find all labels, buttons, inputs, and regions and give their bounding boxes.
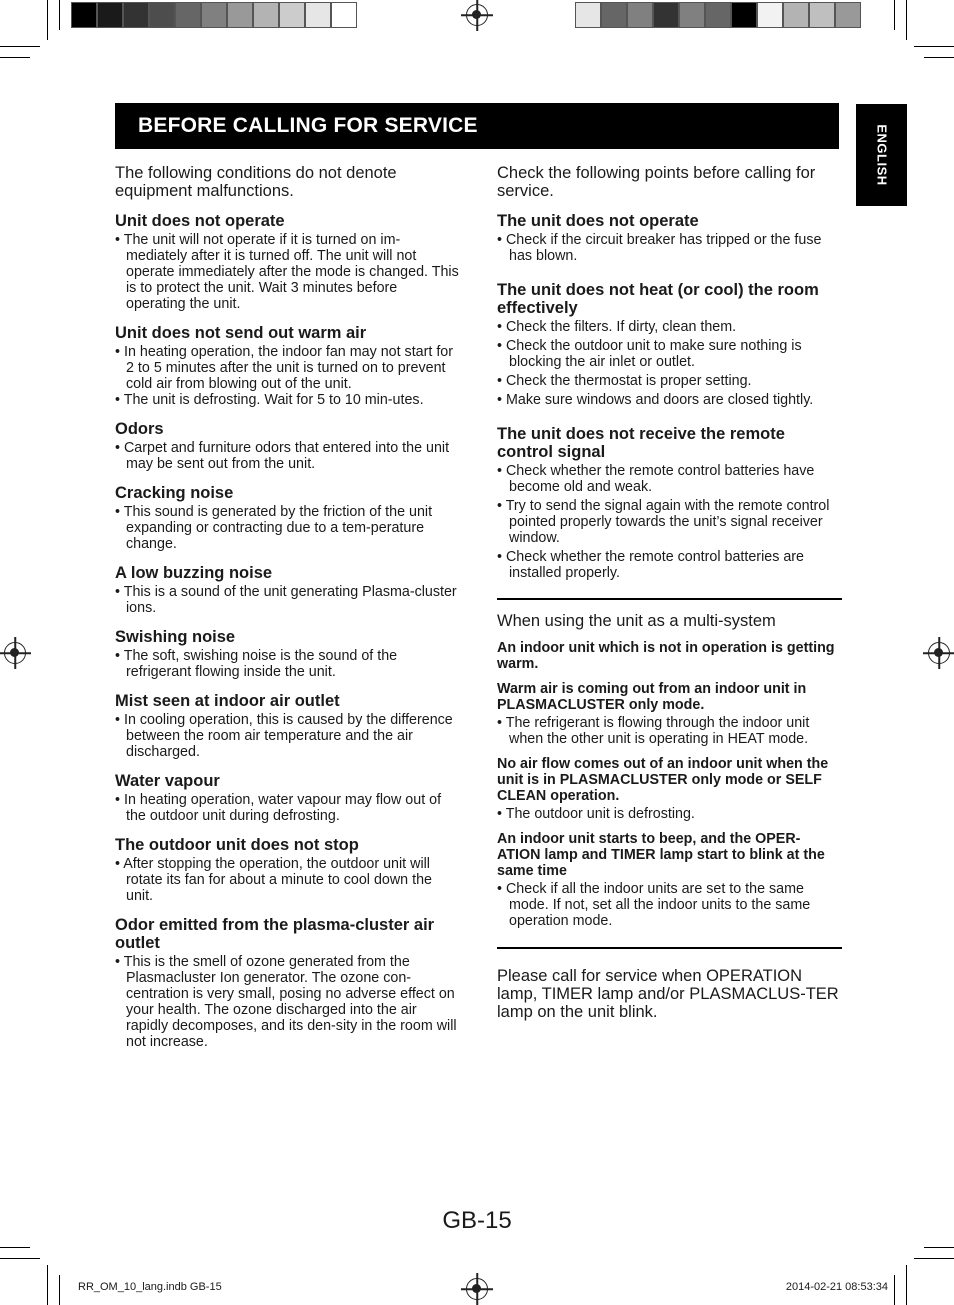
bullet-item: • Check the filters. If dirty, clean them. <box>497 319 737 335</box>
crop-mark <box>0 46 40 47</box>
crop-mark <box>59 0 60 30</box>
footer-timestamp: 2014-02-21 08:53:34 <box>785 1281 888 1293</box>
crop-mark <box>47 1265 48 1305</box>
bullet-item: • The soft, swishing noise is the sound of the refrigerant flowing inside the unit. <box>115 648 398 680</box>
footer-file: RR_OM_10_lang.indb GB-15 <box>78 1281 222 1293</box>
color-swatch <box>757 2 783 28</box>
section-heading: Odor emitted from the plasma-cluster air outlet <box>115 916 435 952</box>
bullet-item: • Check if the circuit breaker has tripped or the fuse has blown. <box>497 232 822 264</box>
color-swatch <box>201 2 227 28</box>
multi-system-title: When using the unit as a multi-system <box>497 612 776 630</box>
section-heading: The unit does not heat (or cool) the room effectively <box>497 281 819 317</box>
color-swatch <box>575 2 601 28</box>
bullet-item: • This is the smell of ozone generated from the Plasmacluster Ion generator. The ozone con-centration is very small, posing no adverse effect on your health. The ozone discharged into the air rapidly decomposes, and its den-sity in the room will not increase. <box>115 954 457 1050</box>
multi-heading: No air flow comes out of an indoor unit when the unit is in PLASMACLUSTER only mode or SELF CLEAN operation. <box>497 756 829 804</box>
bullet-item: • In heating operation, water vapour may flow out of the outdoor unit during defrosting. <box>115 792 442 824</box>
color-swatch <box>835 2 861 28</box>
color-swatch <box>253 2 279 28</box>
right-column <box>497 164 842 1021</box>
crop-mark <box>924 57 954 58</box>
section-heading: Unit does not send out warm air <box>115 324 367 342</box>
section-heading: Odors <box>115 420 164 438</box>
color-swatch <box>783 2 809 28</box>
bullet-item: • After stopping the operation, the outdoor unit will rotate its fan for about a minute to cool down the unit. <box>115 856 432 904</box>
left-column <box>115 164 460 1062</box>
section-heading: The unit does not operate <box>497 212 699 230</box>
color-swatch <box>601 2 627 28</box>
crop-mark <box>924 1247 954 1248</box>
left-intro: The following conditions do not denote equipment malfunctions. <box>115 164 397 200</box>
multi-heading: An indoor unit which is not in operation is getting warm. <box>497 640 835 672</box>
bullet-item: • Check whether the remote control batteries have become old and weak. <box>497 463 815 495</box>
bullet-item: • The outdoor unit is defrosting. <box>497 806 695 822</box>
check-section <box>497 425 842 581</box>
color-swatch <box>809 2 835 28</box>
color-swatch <box>627 2 653 28</box>
right-intro: Check the following points before calling for service. <box>497 164 816 200</box>
registration-mark-icon <box>466 4 488 26</box>
trouble-section <box>115 212 460 312</box>
bullet-item: • Check the thermostat is proper setting. <box>497 373 752 389</box>
color-swatch <box>705 2 731 28</box>
crop-mark <box>0 1247 30 1248</box>
color-swatch <box>97 2 123 28</box>
multi-block <box>497 640 842 672</box>
color-swatch <box>123 2 149 28</box>
trouble-section <box>115 484 460 552</box>
color-swatch <box>175 2 201 28</box>
language-label: ENGLISH <box>874 124 889 186</box>
color-swatch <box>679 2 705 28</box>
section-heading: Unit does not operate <box>115 212 285 230</box>
crop-mark <box>59 1275 60 1305</box>
color-swatch <box>305 2 331 28</box>
color-swatch <box>71 2 97 28</box>
color-swatch <box>279 2 305 28</box>
right-sections <box>497 212 842 581</box>
trouble-section <box>115 836 460 904</box>
multi-block <box>497 756 842 822</box>
bullet-item: • Carpet and furniture odors that entered into the unit may be sent out from the unit. <box>115 440 450 472</box>
check-section <box>497 212 842 264</box>
section-heading: A low buzzing noise <box>115 564 273 582</box>
crop-mark <box>914 46 954 47</box>
bullet-item: • This sound is generated by the friction of the unit expanding or contracting due to a tem-perature change. <box>115 504 433 552</box>
color-swatch <box>653 2 679 28</box>
page-number: GB-15 <box>442 1207 512 1234</box>
check-section <box>497 281 842 408</box>
trouble-section <box>115 772 460 824</box>
crop-mark <box>0 1258 40 1259</box>
bullet-item: • This is a sound of the unit generating Plasma-cluster ions. <box>115 584 457 616</box>
section-heading: Mist seen at indoor air outlet <box>115 692 340 710</box>
section-heading: Water vapour <box>115 772 220 790</box>
bullet-item: • Check the outdoor unit to make sure nothing is blocking the air inlet or outlet. <box>497 338 802 370</box>
color-swatch <box>331 2 357 28</box>
final-notice: Please call for service when OPERATION lamp, TIMER lamp and/or PLASMACLUS-TER lamp on the unit blink. <box>497 967 839 1021</box>
color-swatch <box>731 2 757 28</box>
bullet-item: • The unit will not operate if it is turned on im-mediately after it is turned off. The unit will not operate immediately after the mode is changed. This is to protect the unit. Wait 3 minutes before operating the unit. <box>115 232 459 312</box>
crop-mark <box>47 0 48 40</box>
section-heading: The unit does not receive the remote control signal <box>497 425 785 461</box>
trouble-section <box>115 420 460 472</box>
multi-heading: An indoor unit starts to beep, and the OPER-ATION lamp and TIMER lamp start to blink at the same time <box>497 831 825 879</box>
color-swatch <box>227 2 253 28</box>
multi-heading: Warm air is coming out from an indoor unit in PLASMACLUSTER only mode. <box>497 681 807 713</box>
color-swatch <box>149 2 175 28</box>
registration-mark-icon <box>466 1278 488 1300</box>
bullet-item: • Make sure windows and doors are closed tightly. <box>497 392 814 408</box>
trouble-section <box>115 564 460 616</box>
trouble-section <box>115 916 460 1050</box>
trouble-section <box>115 324 460 408</box>
language-tab <box>856 104 907 206</box>
crop-mark <box>914 1258 954 1259</box>
trouble-section <box>115 628 460 680</box>
crop-mark <box>906 1265 907 1305</box>
section-heading: The outdoor unit does not stop <box>115 836 359 854</box>
divider <box>497 598 842 600</box>
color-bar-right <box>575 2 861 28</box>
multi-system-blocks <box>497 640 842 929</box>
multi-block <box>497 681 842 747</box>
registration-mark-icon <box>928 642 950 664</box>
crop-mark <box>906 0 907 40</box>
page-title: BEFORE CALLING FOR SERVICE <box>138 114 478 137</box>
multi-block <box>497 831 842 929</box>
crop-mark <box>894 0 895 30</box>
divider <box>497 947 842 949</box>
bullet-item: • The unit is defrosting. Wait for 5 to 10 min-utes. <box>115 392 424 408</box>
crop-mark <box>0 57 30 58</box>
crop-mark <box>894 1275 895 1305</box>
bullet-item: • In cooling operation, this is caused by the difference between the room air temperature and the air discharged. <box>115 712 453 760</box>
bullet-item: • Check if all the indoor units are set to the same mode. If not, set all the indoor units to the same operation mode. <box>497 881 811 929</box>
bullet-item: • Try to send the signal again with the remote control pointed properly towards the unit’s signal receiver window. <box>497 498 830 546</box>
trouble-section <box>115 692 460 760</box>
section-heading: Swishing noise <box>115 628 236 646</box>
left-sections <box>115 212 460 1050</box>
section-heading: Cracking noise <box>115 484 234 502</box>
color-bar-left <box>71 2 357 28</box>
bullet-item: • In heating operation, the indoor fan may not start for 2 to 5 minutes after the unit is turned on to prevent cold air from blowing out of the unit. <box>115 344 454 392</box>
title-bar <box>115 103 839 149</box>
bullet-item: • The refrigerant is flowing through the indoor unit when the other unit is operating in HEAT mode. <box>497 715 810 747</box>
registration-mark-icon <box>4 642 26 664</box>
bullet-item: • Check whether the remote control batteries are installed properly. <box>497 549 804 581</box>
